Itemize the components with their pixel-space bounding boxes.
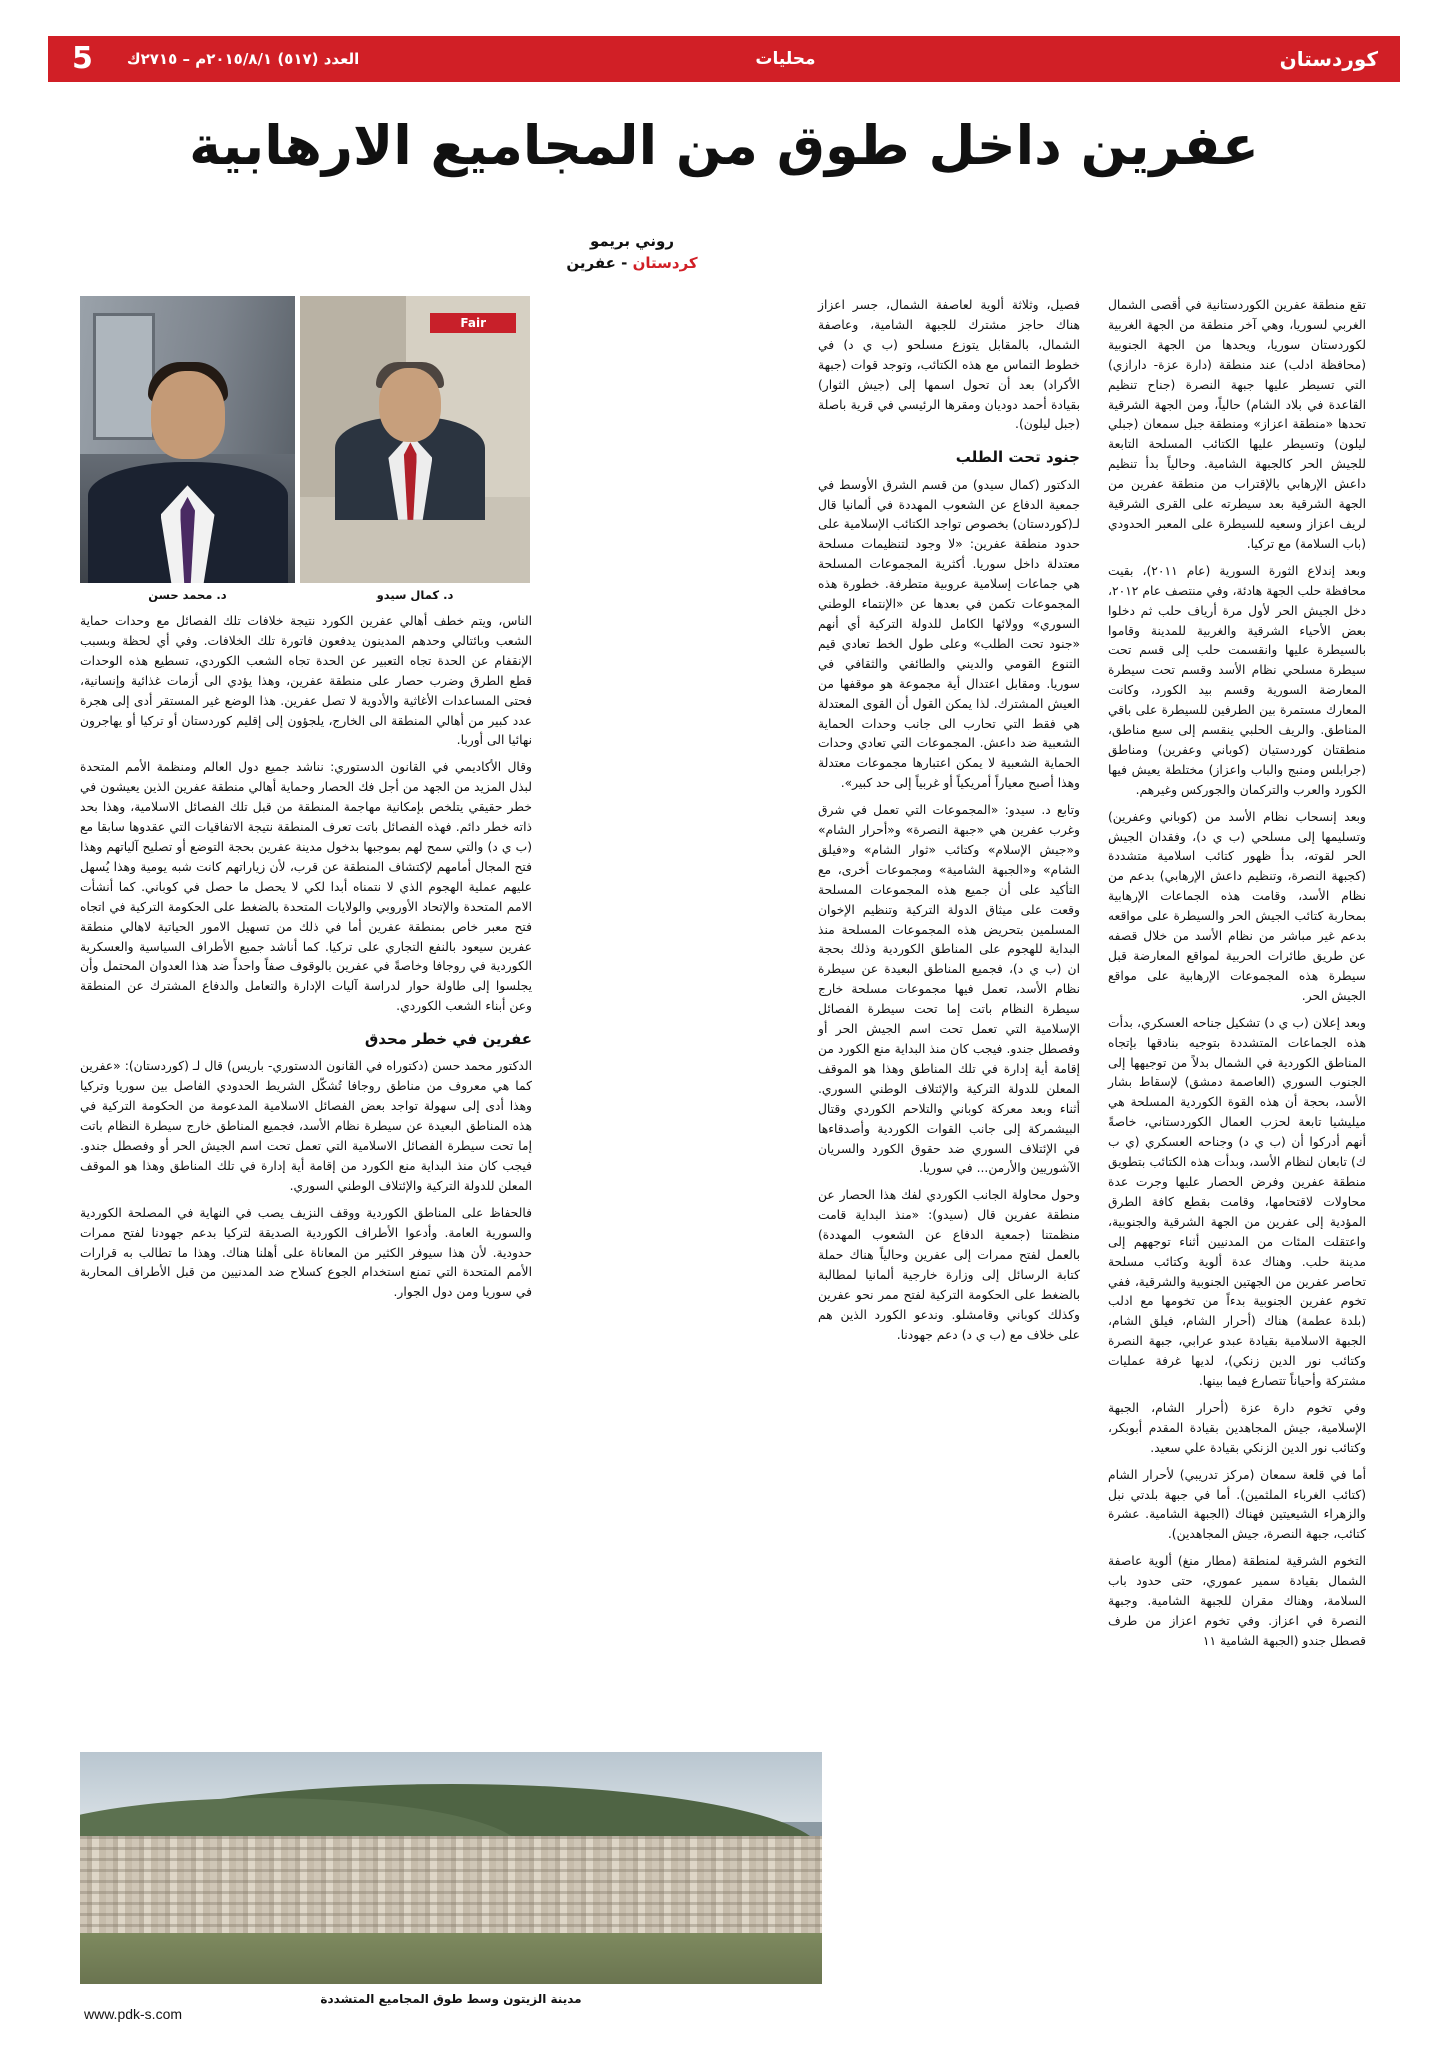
article-paragraph: فالحفاظ على المناطق الكوردية ووقف النزيف يصب في النهاية في المصلحة الكوردية والسورية العامة. وأدعوا الأطراف الكوردية الصديقة لتركيا بدعم جهودنا لفتح ممرات حدودية. لأن هذا سيوفر الكثير من المعاناة على أهلنا هناك. وهذا ما تطالب به قرارات الأمم المتحدة التي تمنع استخدام الجوع كسلاح ضد المدنيين من قبل الأطراف المحاربة في سوريا ومن دول الجوار.	[80, 1205, 532, 1300]
newspaper-brand: كوردستان	[1279, 47, 1378, 71]
photo-foreground-field	[80, 1933, 822, 1984]
byline-place-rest: - عفرين	[566, 254, 633, 272]
portrait-photo-kamal-sido	[300, 296, 530, 583]
section-title: محليات	[755, 49, 816, 69]
byline	[0, 232, 1356, 272]
photo-face	[379, 368, 441, 442]
article-paragraph: الدكتور محمد حسن (دكتوراه في القانون الدستوري- باريس) قال لـ (كوردستان): «عفرين كما هي معروف من مناطق روجافا تُشكّل الشريط الحدودي الفاصل بين سوريا وتركيا وهذا أدى إلى سهولة تواجد بعض الفصائل الاسلامية المدعومة من الحكومة التركية في هذه المناطق البعيدة عن سيطرة نظام الأسد، فجميع المناطق خارج سيطرة النظام باتت إما تحت سيطرة الفصائل الاسلامية التي تعمل تحت اسم الجيش الحر أو وفصطل جندو. فيجب كان منذ البداية منع الكورد من إقامة أية إدارة في تلك المناطق وهذا هو الموقف المعلن للدولة التركية والإئتلاف الوطني السوري.	[80, 1059, 532, 1193]
byline-place	[0, 254, 1356, 272]
article-paragraph: وبعد إنسحاب نظام الأسد من (كوباني وعفرين) وتسليمها إلى مسلحي (ب ي د)، وفقدان الجيش الحر لقوته، بدأ ظهور كتائب اسلامية متشددة (كجبهة النصرة، وتنظيم داعش الإرهابي) بدعم من نظام الأسد، وقامت هذه الجماعات الإرهابية بمحاربة كتائب الجيش الحر والسيطرة على مواقعه بدعم غير مباشر من نظام الأسد من خلال قصفه عن طريق طائرات الحربية لمواقع المعارضة قبل سيطرة هذه المجموعات الإرهابية على مواقع الجيش الحر.	[1108, 809, 1366, 1003]
photo-town-buildings	[80, 1836, 822, 1938]
article-paragraph: التخوم الشرقية لمنطقة (مطار منغ) ألوية عاصفة الشمال بقيادة سمير عموري، حتى حدود باب السلامة، وهناك مقران للجبهة الشامية. وجبهة النصرة في اعزاز. وفي تخوم اعزاز من طرف قصطل جندو (الجبهة الشامية ١١	[1108, 1554, 1366, 1648]
article-paragraph: وحول محاولة الجانب الكوردي لفك هذا الحصار عن منطقة عفرين قال (سيدو): «منذ البداية قامت منظمتنا (جمعية الدفاع عن الشعوب المهددة) بالعمل لفتح ممرات إلى عفرين وحالياً هناك حملة كتابة الرسائل إلى وزارة خارجية ألمانيا لمطالبة بالضغط على الحكومة التركية لفتح ممر نحو عفرين وكذلك كوباني وقامشلو. وندعو الكورد الذين هم على خلاف مع (ب ي د) دعم جهودنا.	[818, 1188, 1080, 1342]
byline-author: روني بريمو	[589, 232, 675, 250]
photo-face	[151, 371, 225, 459]
article-paragraph: وقال الأكاديمي في القانون الدستوري: نناشد جميع دول العالم ومنظمة الأمم المتحدة لبذل المزيد من الجهد من أجل فك الحصار وحماية أهالي منطقة عفرين الذين يعيشون في خطر حقيقي يتلخص بإمكانية مهاجمة المنطقة من قبل تلك الفصائل الاسلامية، وهذا بحد ذاته خطر دائم. فهذه الفصائل باتت تعرف المنطقة نتيجة الاتفاقيات التي عقدوها سابقا مع (ب ي د) والتي سمح لهم بموجبها بدخول مدينة عفرين بحجة التوضع أو تصليح آلياتهم وهذا فتح المجال أمامهم لإكتشاف المنطقة عن قرب، لأن زياراتهم كانت شبه يومية وهذا يُسهل عليهم عملية الهجوم الذي لا نتمناه أبدا لكي لا يحصل ما حصل في كوباني. كما أنشأت الامم المتحدة والإتحاد الأوروبي والولايات المتحدة بالضغط على الحكومة التركية في اتجاه فتح معبر خاص بمنطقة عفرين أما في ذلك من تسهيل الامور الحياتية لاهالي منطقة عفرين سيعود بالنفع التجاري على تركيا. كما أناشد جميع الأطراف السياسية والعسكرية الكوردية في روجافا وخاصةً في عفرين بالوقوف صفاً واحداً ضد هذا العدوان المحتمل وأن يجلسوا إلى طاولة حوار لدراسة آليات الإدارة والتعامل والدفاع المشترك عن المنطقة وعن أبناء الشعب الكوردي.	[80, 760, 532, 1014]
article-paragraph: تقع منطقة عفرين الكوردستانية في أقصى الشمال الغربي لسوريا، وهي آخر منطقة من الجهة الغربية لكوردستان سوريا، ويحدها من الجهة الجنوبية (محافظة ادلب) عند منطقة (دارة عزة- دارازي) التي تسيطر عليها جبهة النصرة (جناح تنظيم القاعدة في بلاد الشام) حالياً، ومن الجهة الشرقية تحدها «منطقة اعزاز» ومنطقة جبل سمعان (جبلي ليلون) وتسيطر عليها الكتائب المسلحة التابعة للجيش الحر كالجبهة الشامية. وحالياً بدأ تنظيم داعش الإرهابي بالإقتراب من منطقة عفرين من الجهة الشرقية بعد سيطرته على القرى الشرقية لريف اعزاز وسعيه للسيطرة على المعبر الحدودي (باب السلامة) مع تركيا.	[1108, 298, 1366, 551]
article-paragraph: وتابع د. سيدو: «المجموعات التي تعمل في شرق وغرب عفرين هي «جبهة النصرة» و«أحرار الشام» و«جيش الإسلام» وكتائب «ثوار الشام» و«فيلق الشام» و«الجبهة الشامية» ومجموعات أخرى، مع التأكيد على أن جميع هذه المجموعات المسلحة وقعت على ميثاق الدولة التركية وتنظيم الإخوان المسلمين بتحريض هذه المجموعات المسلحة منذ البداية للهجوم على المناطق الكوردية وذلك بحجة ان (ب ي د)، فجميع المناطق البعيدة عن سيطرة نظام الأسد، تعمل فيها مجموعات مسلحة خارج سيطرة النظام باتت إما تحت سيطرة الفصائل الإسلامية التي تعمل تحت اسم الجيش الحر أو وفصطل جندو. فيجب كان منذ البداية منع الكورد من إقامة أية إدارة في تلك المناطق وهذا هو الموقف المعلن للدولة التركية والإئتلاف الوطني السوري. أثناء وبعد معركة كوباني والتلاحم الكوردي وقتال البيشمركة إلى جانب القوات الكوردية وأصدقاءها في الإئتلاف السوري ضد حقوق الكورد والسريان الآشوريين والأرمن... في سوريا.	[818, 803, 1080, 1176]
article-paragraph: فصيل، وثلاثة ألوية لعاصفة الشمال، جسر اعزاز هناك حاجز مشترك للجبهة الشامية، وعاصفة الشمال، بالمقابل يتوزع مسلحو (ب ي د) في خطوط التماس مع هذه الكتائب، وتوجد قوات (جبهة الأكراد) بعد أن تحول اسمها إلى (جيش الثوار) بقيادة أحمد دوديان ومقرها الرئيسي في قرية باصلة (جبل ليلون).	[818, 298, 1080, 432]
photo-caption-bottom: مدينة الزيتون وسط طوق المجاميع المتشددة	[320, 1992, 582, 2006]
article-paragraph: الدكتور (كمال سيدو) من قسم الشرق الأوسط في جمعية الدفاع عن الشعوب المهددة في ألمانيا قال لـ(كوردستان) بخصوص تواجد الكتائب الإسلامية على حدود منطقة عفرين: «لا وجود لتنظيمات مسلحة معتدلة داخل سوريا. أكثرية المجموعات المسلحة هي جماعات إسلامية عروبية متطرفة. خطورة هذه المجموعات تكمن في بعدها عن «الإنتماء الوطني السوري» وولائها الكامل للدولة التركية أي أنهم «جنود تحت الطلب» وعلى طول الخط تعادي قيم التنوع القومي والديني والطائفي والثقافي في سوريا. ومقابل اعتدال أية مجموعة هو موقفها من العيش المشترك. لذا يمكن القول أن القوى المعتدلة هي فقط التي تحارب الى جانب وحدات الحماية الشعبية ضد داعش. المجموعات التي تعادي وحدات الحماية الشعبية لا يمكن اعتبارها مجموعات معتدلة وهذا أصبح معياراً أمريكياً أو غربياً إلى حد كبير».	[818, 477, 1080, 791]
article-paragraph: أما في قلعة سمعان (مركز تدريبي) لأحرار الشام (كتائب الغرباء الملثمين). أما في جبهة بلدتي نبل والزهراء الشيعيتين فهناك (الجبهة الشامية. عشرة كتائب، جبهة النصرة، جيش المجاهدين).	[1108, 1467, 1366, 1542]
article-column-1	[1108, 296, 1366, 1659]
article-subheading: جنود تحت الطلب	[955, 448, 1080, 467]
portrait-photo-mohammed-hassan	[80, 296, 295, 583]
article-headline: عفرين داخل طوق من المجاميع الارهابية	[189, 114, 1259, 177]
article-paragraph: وبعد إعلان (ب ي د) تشكيل جناحه العسكري، بدأت هذه الجماعات المتشددة بتوجيه بنادقها بإتجاه المناطق الكوردية في الشمال بدلاً من توجيهها إلى الجنوب السوري (العاصمة دمشق) لإسقاط بشار الأسد، بحجة أن هذه القوة الكوردية المسلحة هي ميليشيا تابعة لحزب العمال الكوردستاني، خاصةً أنهم أدركوا أن (ب ي د) وجناحه العسكري (ي ب ك) تابعان لنظام الأسد، وبدأت هذه الكتائب بتطويق منطقة عفرين وفرض الحصار عليها وجرت عدة محاولات لاقتحامها، وقامت بقطع كافة الطرق المؤدية إلى عفرين من الجهة الشرقية والجنوبية، واعتقلت المئات من المدنيين أثناء توجههم إلى مدينة حلب. وهناك عدة ألوية وكتائب مسلحة تحاصر عفرين من الجهتين الجنوبية والشرقية، ففي تخوم عفرين الجنوبية بدءاً من تخومها مع ادلب (بلدة عطمة) هناك (أحرار الشام، فيلق الشام، الجبهة الاسلامية بقيادة عبدو عرابي، جبهة النصرة وكتائب نور الدين زنكي)، لديها غرفة عمليات مشتركة وأحياناً تتصارع فيما بينها.	[1108, 1015, 1366, 1389]
article-paragraph: وبعد إندلاع الثورة السورية (عام ٢٠١١)، بقيت محافظة حلب الجهة هادئة، وفي منتصف عام ٢٠١٢، دخل الجيش الحر لأول مرة أرياف حلب ثم دخلوا بعض الأحياء الشرقية والغربية للمدينة وقاموا بالسيطرة عليها وانقسمت حلب إلى قسم تحت سيطرة مسلحي نظام الأسد وقسم تحت سيطرة المعارضة السورية وقسم بيد الكورد، وكانت المعارك مستمرة بين الطرفين للسيطرة على باقي المناطق. والريف الحلبي ينقسم إلى سبع مناطق، منطقتان كوردستيان (كوباني وعفرين) ومناطق (جرابلس ومنبج والباب واعزاز) مختلطة يعيش فيها الكورد والعرب والتركمان والجوركس وغيرهم.	[1108, 563, 1367, 797]
page-number: 5	[72, 41, 93, 76]
photo-caption-right: د. كمال سيدو	[376, 588, 454, 602]
photo-window	[93, 313, 155, 440]
masthead-bar	[48, 36, 1400, 82]
byline-place-brand: كردستان	[632, 254, 698, 272]
article-column-2	[818, 296, 1080, 1353]
article-paragraph: وفي تخوم دارة عزة (أحرار الشام، الجبهة الإسلامية، جيش المجاهدين بقيادة المقدم أبوبكر، وكتائب نور الدين الزنكي بقيادة علي سعيد.	[1108, 1400, 1366, 1455]
article-subheading: عفرين في خطر محدق	[364, 1030, 532, 1049]
article-paragraph: الناس، ويتم خطف أهالي عفرين الكورد نتيجة خلافات تلك الفصائل مع وحدات حماية الشعب وبائتالي وحدهم المدينون يدفعون فاتورة تلك الخلافات. وفي أي لحظة وبسبب الإنقفام عن الحدة تجاه التعبير عن الحدة تجاه الشعب الكوردي، تسطيع هذه الوحدات قطع الطرق وضرب حصار على منطقة عفرين، وهذا يؤدي الى أزمات غذائية وإنسانية، فحتى المساعدات الأغاثية والأدوية لا تصل عفرين. هذا الوضع غير المستقر أدى إلى هجرة عدد كبير من أهالي المنطقة الى الخارج، يلجؤون إلى إقليم كوردستان أو تركيا أو يهاجرون نهائيا الى أوربا.	[80, 614, 532, 748]
landscape-photo-afrin	[80, 1752, 822, 1984]
footer-website-url[interactable]: www.pdk-s.com	[84, 2006, 183, 2022]
photo-caption-left: د. محمد حسن	[148, 588, 227, 602]
issue-info: العدد (٥١٧) ٢٠١٥/٨/١م – ٢٧١٥ك	[126, 50, 360, 68]
photo-sign-label: Fair	[430, 313, 516, 333]
article-column-3	[80, 612, 532, 1310]
